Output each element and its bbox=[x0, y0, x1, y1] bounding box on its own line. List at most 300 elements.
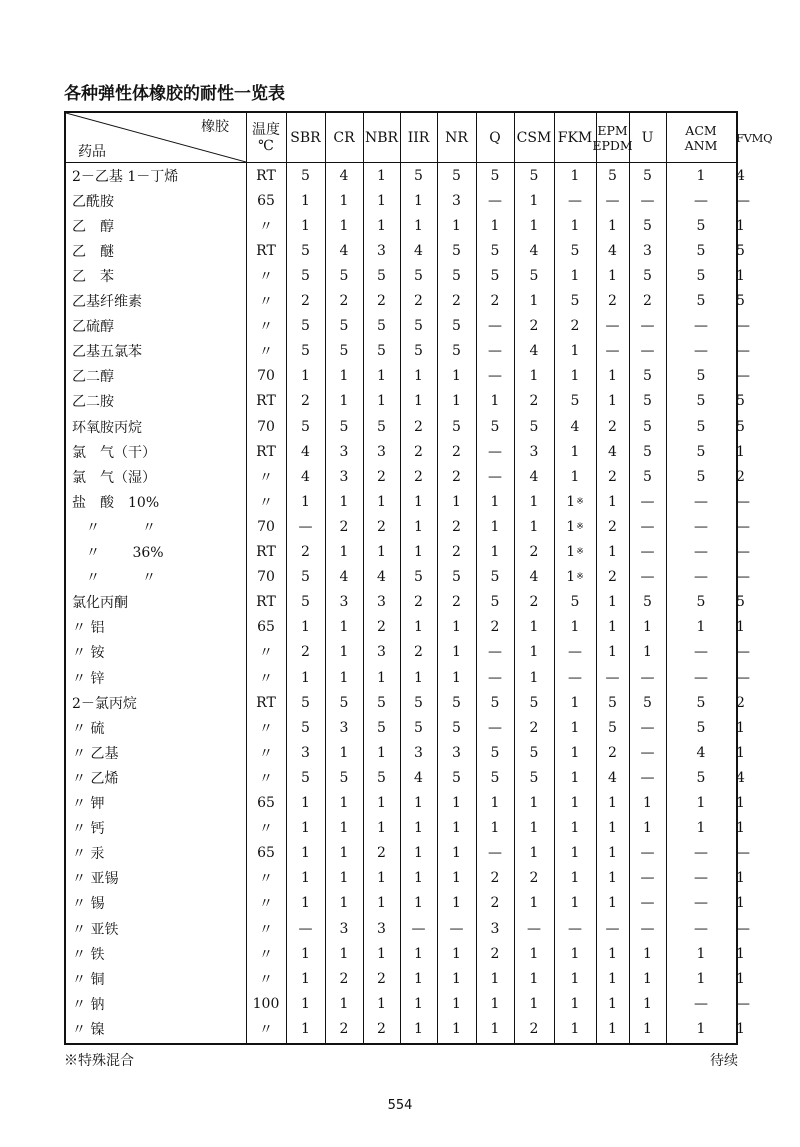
rating-cell-fvmq: 1 bbox=[736, 795, 745, 812]
rating-cell-csm: 1 bbox=[529, 619, 539, 636]
rating-cell-iir: 5 bbox=[414, 167, 423, 184]
header-nr-line: NR bbox=[445, 129, 468, 146]
rating-cell-acm: — bbox=[694, 669, 708, 686]
rating-cell-fkm: — bbox=[568, 669, 582, 686]
rating-cell-csm: 1 bbox=[529, 493, 539, 510]
temperature-cell: RT bbox=[256, 443, 276, 460]
rating-cell-acm: — bbox=[694, 995, 708, 1012]
header-nr bbox=[437, 113, 476, 162]
rating-cell-nbr: 3 bbox=[377, 242, 386, 259]
rating-cell-epm: 1 bbox=[608, 995, 617, 1012]
rating-cell-sbr: 1 bbox=[301, 192, 310, 209]
rating-cell-u: 1 bbox=[643, 970, 652, 987]
rating-cell-iir: 2 bbox=[414, 594, 423, 611]
rating-cell-epm: 1 bbox=[608, 267, 617, 284]
rating-value: 1 bbox=[566, 493, 576, 510]
rating-cell-q: 1 bbox=[490, 820, 500, 837]
rating-cell-fkm: 1 bbox=[570, 167, 580, 184]
rating-cell-acm: — bbox=[694, 644, 708, 661]
continued-label: 待续 bbox=[710, 1053, 738, 1069]
rating-cell-acm: 1 bbox=[696, 1020, 706, 1037]
rating-cell-iir: 1 bbox=[414, 895, 423, 912]
rating-cell-nr: 5 bbox=[452, 318, 461, 335]
rating-cell-iir: 4 bbox=[414, 769, 423, 786]
rating-cell-nbr: 3 bbox=[377, 594, 386, 611]
rating-cell-sbr: 5 bbox=[301, 719, 310, 736]
header-rubber-label: 橡胶 bbox=[201, 119, 229, 135]
rating-cell-cr: 1 bbox=[339, 669, 349, 686]
rating-cell-csm: 5 bbox=[529, 167, 539, 184]
rating-cell-u: 5 bbox=[643, 167, 652, 184]
table-row bbox=[66, 514, 750, 539]
rating-cell-cr: 5 bbox=[339, 769, 349, 786]
rating-cell-sbr: 1 bbox=[301, 895, 310, 912]
rating-cell-fkm: 1 bbox=[570, 945, 580, 962]
rating-cell-acm: 5 bbox=[696, 267, 706, 284]
rating-cell-nr: 1 bbox=[452, 493, 461, 510]
header-nbr-line: NBR bbox=[364, 129, 399, 146]
temperature-cell: 〃 bbox=[259, 720, 273, 737]
rating-cell-fvmq: 2 bbox=[736, 468, 745, 485]
rating-cell-cr: 1 bbox=[339, 795, 349, 812]
rating-cell-nr: 2 bbox=[452, 443, 461, 460]
temperature-cell: 65 bbox=[257, 192, 275, 209]
rating-cell-sbr: 2 bbox=[301, 393, 310, 410]
rating-cell-csm: 1 bbox=[529, 895, 539, 912]
rating-cell-u: — bbox=[640, 343, 655, 360]
rating-cell-nr: 1 bbox=[452, 217, 461, 234]
rating-cell-cr: 3 bbox=[339, 443, 349, 460]
special-mix-mark: ※ bbox=[576, 521, 584, 532]
temperature-cell: RT bbox=[256, 694, 276, 711]
rating-cell-cr: 1 bbox=[339, 820, 349, 837]
temperature-cell: 70 bbox=[257, 368, 275, 385]
rating-cell-u: 5 bbox=[643, 267, 652, 284]
rating-cell-u: 1 bbox=[643, 820, 652, 837]
rating-cell-q: 2 bbox=[490, 945, 500, 962]
rating-cell-nr: 3 bbox=[452, 744, 461, 761]
rating-cell-acm: — bbox=[694, 518, 708, 535]
table-row bbox=[66, 941, 745, 966]
header-fvmq-line: FVMQ bbox=[736, 130, 773, 145]
table-row bbox=[66, 991, 750, 1016]
rating-cell-cr: 5 bbox=[339, 418, 349, 435]
rating-cell-sbr: 5 bbox=[301, 267, 310, 284]
rating-cell-epm: 2 bbox=[608, 468, 617, 485]
rating-cell-cr: 5 bbox=[339, 267, 349, 284]
rating-cell-sbr: 1 bbox=[301, 368, 310, 385]
temperature-cell: RT bbox=[256, 393, 276, 410]
temperature-cell: 〃 bbox=[259, 344, 273, 361]
rating-cell-sbr: 5 bbox=[301, 318, 310, 335]
chemical-name: 氯 气（干） bbox=[72, 444, 156, 461]
rating-cell-csm: 1 bbox=[529, 820, 539, 837]
header-acm-line: ACM bbox=[685, 122, 717, 138]
rating-cell-iir: 5 bbox=[414, 343, 423, 360]
rating-cell-sbr: 1 bbox=[301, 795, 310, 812]
rating-cell-iir: 4 bbox=[414, 242, 423, 259]
header-csm bbox=[514, 113, 554, 162]
header-sbr bbox=[286, 113, 325, 162]
temperature-cell: 65 bbox=[257, 619, 275, 636]
rating-cell-csm: 2 bbox=[529, 393, 539, 410]
rating-cell-fkm bbox=[554, 565, 596, 590]
rating-cell-acm: 1 bbox=[696, 970, 706, 987]
rating-cell-epm: — bbox=[605, 192, 620, 209]
rating-cell-cr: 2 bbox=[339, 970, 349, 987]
rating-cell-nr: 1 bbox=[452, 795, 461, 812]
rating-cell-fvmq: — bbox=[736, 368, 750, 385]
rating-cell-fkm bbox=[554, 540, 596, 565]
rating-cell-nr: 2 bbox=[452, 293, 461, 310]
table-row bbox=[66, 489, 750, 514]
rating-cell-q: — bbox=[488, 468, 502, 485]
rating-cell-fkm: 1 bbox=[570, 820, 580, 837]
rating-cell-fkm: 1 bbox=[570, 744, 580, 761]
rating-cell-nr: — bbox=[449, 920, 464, 937]
rating-cell-acm: 1 bbox=[696, 167, 706, 184]
temperature-cell: 〃 bbox=[259, 268, 273, 285]
rating-cell-fvmq: 1 bbox=[736, 870, 745, 887]
rating-cell-q: 1 bbox=[490, 393, 500, 410]
header-cr bbox=[325, 113, 363, 162]
rating-cell-sbr: 1 bbox=[301, 970, 310, 987]
temperature-cell: RT bbox=[256, 544, 276, 561]
rating-cell-iir: 1 bbox=[414, 518, 423, 535]
rating-cell-cr: 1 bbox=[339, 393, 349, 410]
rating-cell-epm: 1 bbox=[608, 544, 617, 561]
rating-cell-csm: 1 bbox=[529, 293, 539, 310]
rating-cell-epm: — bbox=[605, 343, 620, 360]
rating-cell-csm: 1 bbox=[529, 192, 539, 209]
rating-cell-q: — bbox=[488, 719, 502, 736]
rating-cell-nr: 2 bbox=[452, 594, 461, 611]
rating-cell-iir: 2 bbox=[414, 293, 423, 310]
rating-cell-iir: 1 bbox=[414, 845, 423, 862]
rating-cell-fkm: 1 bbox=[570, 468, 580, 485]
rating-cell-csm: 2 bbox=[529, 594, 539, 611]
rating-cell-cr: 1 bbox=[339, 544, 349, 561]
rating-cell-cr: 5 bbox=[339, 318, 349, 335]
chemical-name: 〃 汞 bbox=[72, 846, 105, 863]
rating-cell-sbr: 4 bbox=[301, 443, 310, 460]
rating-cell-csm: 1 bbox=[529, 795, 539, 812]
temperature-cell: 〃 bbox=[259, 670, 273, 687]
rating-cell-sbr: 5 bbox=[301, 694, 310, 711]
rating-cell-epm: 5 bbox=[608, 719, 617, 736]
temperature-cell: 70 bbox=[257, 418, 275, 435]
chemical-name: 〃 乙烯 bbox=[72, 770, 119, 787]
rating-cell-iir: 3 bbox=[414, 744, 423, 761]
table-row bbox=[66, 389, 745, 414]
table-row bbox=[66, 740, 745, 765]
table-row bbox=[66, 163, 745, 188]
rating-cell-acm: 1 bbox=[696, 820, 706, 837]
temperature-cell: 〃 bbox=[259, 871, 273, 888]
rating-cell-iir: 5 bbox=[414, 719, 423, 736]
rating-cell-q: 1 bbox=[490, 493, 500, 510]
rating-cell-nbr: 5 bbox=[377, 418, 386, 435]
rating-cell-acm: 5 bbox=[696, 217, 706, 234]
page-title: 各种弹性体橡胶的耐性一览表 bbox=[64, 84, 285, 104]
rating-cell-fvmq: 1 bbox=[736, 719, 745, 736]
rating-cell-iir: 1 bbox=[414, 544, 423, 561]
rating-cell-acm: 5 bbox=[696, 418, 706, 435]
rating-cell-nbr: 1 bbox=[377, 795, 386, 812]
header-q bbox=[476, 113, 514, 162]
rating-cell-fkm: — bbox=[568, 920, 582, 937]
rating-cell-acm: 5 bbox=[696, 694, 706, 711]
chemical-name: 〃 锌 bbox=[72, 670, 105, 687]
rating-cell-u: 5 bbox=[643, 393, 652, 410]
rating-cell-iir: 1 bbox=[414, 820, 423, 837]
table-row bbox=[66, 791, 745, 816]
rating-cell-fvmq: 1 bbox=[736, 443, 745, 460]
rating-cell-u: — bbox=[640, 544, 655, 561]
temperature-cell: 〃 bbox=[259, 294, 273, 311]
rating-cell-nbr: 3 bbox=[377, 644, 386, 661]
rating-cell-fvmq: — bbox=[736, 920, 750, 937]
temperature-cell: 65 bbox=[257, 845, 275, 862]
rating-cell-csm: 5 bbox=[529, 267, 539, 284]
temperature-cell: 〃 bbox=[259, 319, 273, 336]
rating-cell-q: 1 bbox=[490, 518, 500, 535]
chemical-name: 环氧胺丙烷 bbox=[72, 419, 142, 436]
rating-cell-csm: — bbox=[527, 920, 541, 937]
rating-cell-iir: 5 bbox=[414, 694, 423, 711]
rating-cell-cr: 1 bbox=[339, 493, 349, 510]
rating-cell-csm: 1 bbox=[529, 669, 539, 686]
rating-cell-cr: 1 bbox=[339, 845, 349, 862]
chemical-name: 2－乙基 1－丁烯 bbox=[72, 168, 179, 185]
rating-cell-nbr: 3 bbox=[377, 920, 386, 937]
rating-cell-fkm: 1 bbox=[570, 1020, 580, 1037]
rating-cell-fvmq: — bbox=[736, 343, 750, 360]
rating-cell-u: — bbox=[640, 518, 655, 535]
rating-cell-acm: 5 bbox=[696, 368, 706, 385]
chemical-name: 〃 〃 bbox=[72, 519, 156, 536]
table-row bbox=[66, 816, 745, 841]
rating-cell-fkm: 1 bbox=[570, 343, 580, 360]
footnote: ※特殊混合 bbox=[64, 1053, 134, 1069]
rating-cell-q: 5 bbox=[490, 242, 500, 259]
rating-cell-fvmq: 1 bbox=[736, 217, 745, 234]
temperature-cell: RT bbox=[256, 242, 276, 259]
header-temperature-line: ℃ bbox=[258, 137, 274, 154]
chemical-name: 〃 镍 bbox=[72, 1021, 105, 1038]
rating-cell-fkm bbox=[554, 514, 596, 539]
chemical-name: 〃 铵 bbox=[72, 645, 105, 662]
temperature-cell: RT bbox=[256, 167, 276, 184]
rating-cell-q: 5 bbox=[490, 167, 500, 184]
rating-cell-cr: 5 bbox=[339, 343, 349, 360]
rating-cell-csm: 2 bbox=[529, 1020, 539, 1037]
rating-cell-q: — bbox=[488, 192, 502, 209]
rating-cell-q: 2 bbox=[490, 870, 500, 887]
rating-cell-nbr: 1 bbox=[377, 995, 386, 1012]
rating-cell-sbr: 5 bbox=[301, 594, 310, 611]
chemical-name: 〃 36% bbox=[72, 545, 164, 562]
rating-cell-iir: 1 bbox=[414, 1020, 423, 1037]
chemical-name: 乙基纤维素 bbox=[72, 294, 142, 311]
rating-cell-acm: 5 bbox=[696, 293, 706, 310]
rating-cell-nbr: 5 bbox=[377, 769, 386, 786]
chemical-name: 乙基五氯苯 bbox=[72, 344, 142, 361]
rating-cell-nr: 1 bbox=[452, 895, 461, 912]
rating-cell-nr: 1 bbox=[452, 393, 461, 410]
rating-cell-acm: — bbox=[694, 318, 708, 335]
table-row bbox=[66, 289, 745, 314]
rating-cell-nr: 1 bbox=[452, 845, 461, 862]
rating-cell-sbr: 5 bbox=[301, 242, 310, 259]
rating-cell-nr: 5 bbox=[452, 242, 461, 259]
rating-cell-epm: 2 bbox=[608, 293, 617, 310]
rating-cell-sbr: 1 bbox=[301, 845, 310, 862]
rating-cell-epm: 1 bbox=[608, 217, 617, 234]
rating-cell-sbr: 2 bbox=[301, 544, 310, 561]
rating-cell-nr: 1 bbox=[452, 970, 461, 987]
rating-cell-nbr: 1 bbox=[377, 895, 386, 912]
rating-cell-csm: 4 bbox=[529, 468, 539, 485]
rating-cell-fvmq: — bbox=[736, 995, 750, 1012]
rating-cell-sbr: 1 bbox=[301, 493, 310, 510]
rating-cell-nr: 1 bbox=[452, 820, 461, 837]
chemical-name: 〃 钾 bbox=[72, 796, 105, 813]
table-row bbox=[66, 690, 745, 715]
rating-cell-fkm: 1 bbox=[570, 217, 580, 234]
rating-cell-nbr: 5 bbox=[377, 267, 386, 284]
table-row bbox=[66, 615, 745, 640]
rating-cell-epm: — bbox=[605, 318, 620, 335]
rating-cell-acm: 5 bbox=[696, 468, 706, 485]
rating-cell-q: 1 bbox=[490, 1020, 500, 1037]
rating-cell-nbr: 2 bbox=[377, 468, 386, 485]
rating-cell-q: 1 bbox=[490, 544, 500, 561]
rating-cell-iir: 1 bbox=[414, 393, 423, 410]
rating-cell-cr: 1 bbox=[339, 870, 349, 887]
rating-cell-nbr: 2 bbox=[377, 970, 386, 987]
header-temperature-line: 温度 bbox=[252, 121, 280, 138]
rating-cell-u: 5 bbox=[643, 594, 652, 611]
rating-cell-u: — bbox=[640, 870, 655, 887]
table-row bbox=[66, 439, 745, 464]
rating-cell-fkm: 1 bbox=[570, 619, 580, 636]
rating-cell-epm: 1 bbox=[608, 594, 617, 611]
rating-cell-q: 5 bbox=[490, 267, 500, 284]
table-row bbox=[66, 188, 750, 213]
rating-cell-epm: 1 bbox=[608, 644, 617, 661]
rating-cell-u: — bbox=[640, 719, 655, 736]
rating-cell-sbr: 1 bbox=[301, 870, 310, 887]
header-temperature bbox=[246, 113, 286, 162]
table-row bbox=[66, 841, 750, 866]
rating-cell-nr: 1 bbox=[452, 368, 461, 385]
rating-cell-csm: 1 bbox=[529, 970, 539, 987]
rating-cell-epm: 4 bbox=[608, 242, 617, 259]
temperature-cell: 〃 bbox=[259, 770, 273, 787]
rating-cell-sbr: 1 bbox=[301, 945, 310, 962]
rating-cell-nbr: 3 bbox=[377, 443, 386, 460]
rating-cell-nbr: 1 bbox=[377, 167, 386, 184]
rating-cell-u: 2 bbox=[643, 293, 652, 310]
rating-cell-fvmq: 1 bbox=[736, 744, 745, 761]
rating-cell-sbr: 4 bbox=[301, 468, 310, 485]
rating-cell-cr: 3 bbox=[339, 920, 349, 937]
rating-cell-acm: 5 bbox=[696, 393, 706, 410]
header-fvmq bbox=[736, 113, 772, 162]
rating-cell-nr: 1 bbox=[452, 870, 461, 887]
table-row bbox=[66, 966, 745, 991]
chemical-name: 乙 醚 bbox=[72, 243, 114, 260]
table-row bbox=[66, 1016, 745, 1041]
rating-cell-nr: 1 bbox=[452, 669, 461, 686]
rating-cell-cr: 1 bbox=[339, 217, 349, 234]
rating-cell-iir: 1 bbox=[414, 995, 423, 1012]
rating-cell-csm: 2 bbox=[529, 719, 539, 736]
chemical-name: 乙酰胺 bbox=[72, 193, 114, 210]
rating-cell-fvmq: — bbox=[736, 845, 750, 862]
rating-cell-cr: 4 bbox=[339, 569, 349, 586]
temperature-cell: 〃 bbox=[259, 645, 273, 662]
rating-cell-fvmq: — bbox=[736, 493, 750, 510]
chemical-name: 〃 亚锡 bbox=[72, 871, 119, 888]
rating-cell-nr: 5 bbox=[452, 719, 461, 736]
chemical-name: 〃 钠 bbox=[72, 996, 105, 1013]
header-acm bbox=[666, 113, 736, 162]
rating-cell-fkm: 1 bbox=[570, 368, 580, 385]
rating-cell-q: — bbox=[488, 644, 502, 661]
chemical-name: 〃 铁 bbox=[72, 946, 105, 963]
rating-cell-acm: 5 bbox=[696, 719, 706, 736]
rating-cell-nr: 5 bbox=[452, 769, 461, 786]
rating-value: 1 bbox=[566, 518, 576, 535]
rating-cell-epm: — bbox=[605, 920, 620, 937]
rating-cell-epm: 2 bbox=[608, 518, 617, 535]
rating-cell-u: 5 bbox=[643, 694, 652, 711]
rating-cell-q: 2 bbox=[490, 895, 500, 912]
rating-cell-sbr: 1 bbox=[301, 669, 310, 686]
rating-cell-fvmq: — bbox=[736, 569, 750, 586]
rating-cell-nr: 2 bbox=[452, 518, 461, 535]
rating-cell-cr: 5 bbox=[339, 694, 349, 711]
rating-cell-csm: 1 bbox=[529, 945, 539, 962]
rating-cell-nbr: 1 bbox=[377, 870, 386, 887]
table-row bbox=[66, 765, 745, 790]
header-epm-line: EPM bbox=[597, 122, 628, 138]
rating-cell-u: 1 bbox=[643, 1020, 652, 1037]
rating-cell-nbr: 1 bbox=[377, 669, 386, 686]
rating-cell-nbr: 1 bbox=[377, 544, 386, 561]
rating-cell-fkm: 5 bbox=[570, 242, 580, 259]
rating-cell-csm: 1 bbox=[529, 217, 539, 234]
rating-cell-epm: 4 bbox=[608, 769, 617, 786]
page-number: 554 bbox=[387, 1098, 413, 1113]
header-csm-line: CSM bbox=[516, 129, 552, 146]
temperature-cell: 65 bbox=[257, 795, 275, 812]
table-row bbox=[66, 540, 750, 565]
rating-cell-fvmq: 1 bbox=[736, 267, 745, 284]
resistance-table bbox=[64, 111, 773, 1045]
rating-cell-nr: 5 bbox=[452, 343, 461, 360]
temperature-cell: 〃 bbox=[259, 971, 273, 988]
header-iir-line: IIR bbox=[407, 129, 430, 146]
rating-cell-q: 2 bbox=[490, 619, 500, 636]
rating-cell-csm: 3 bbox=[529, 443, 539, 460]
chemical-name: 氯化丙酮 bbox=[72, 595, 128, 612]
rating-cell-fvmq: 5 bbox=[736, 594, 745, 611]
rating-cell-csm: 4 bbox=[529, 569, 539, 586]
table-row bbox=[66, 238, 745, 263]
